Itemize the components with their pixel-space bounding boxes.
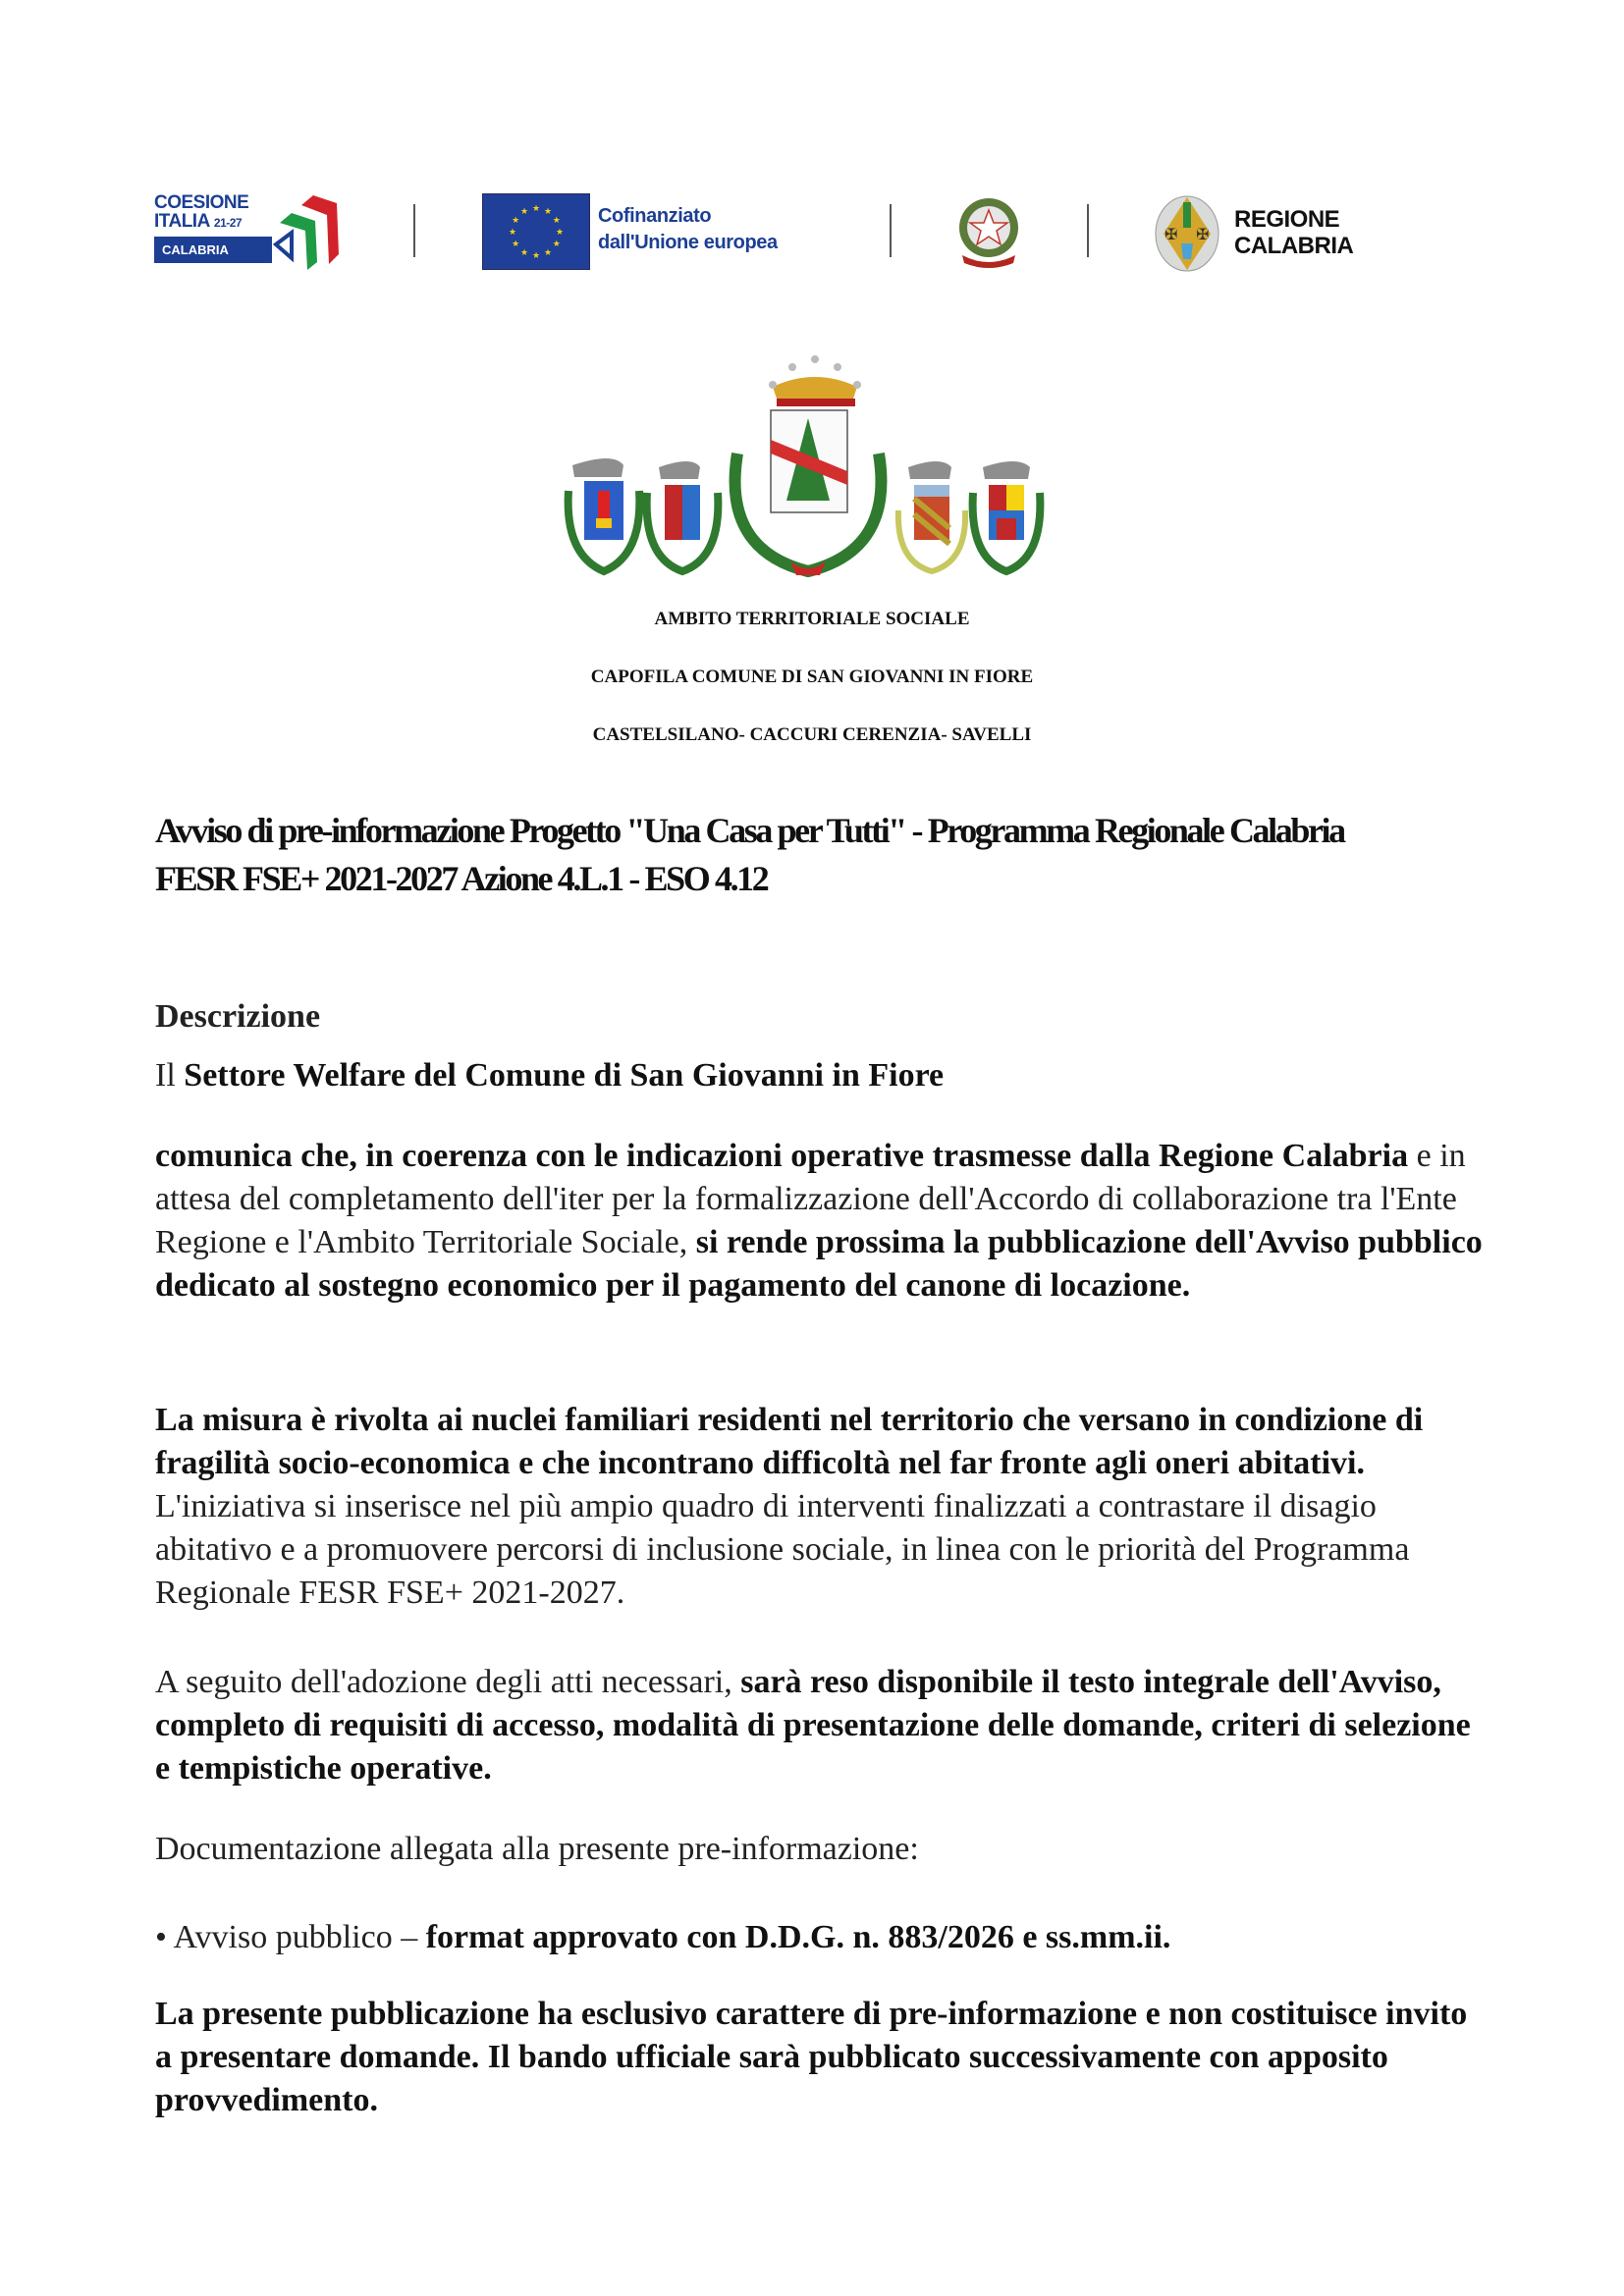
eu-star-icon: ★ [519, 247, 529, 258]
eu-flag-icon [482, 193, 590, 270]
ambito-line-3: CASTELSILANO- CACCURI CERENZIA- SAVELLI [592, 724, 1032, 745]
coesione-line2: ITALIA [154, 211, 210, 232]
eu-star-icon: ★ [519, 207, 529, 218]
coat-of-arms-castelsilano [568, 458, 640, 571]
eu-line1: Cofinanziato [598, 205, 712, 227]
municipal-coats-of-arms [545, 344, 1085, 579]
section-heading-descrizione: Descrizione [155, 998, 321, 1035]
regione-calabria-text [1234, 206, 1353, 259]
eu-cofunded-logo [482, 193, 836, 272]
coat-of-arms-caccuri [647, 461, 719, 571]
eu-line2: dall'Unione europea [598, 232, 778, 253]
italian-republic-emblem-icon [954, 194, 1023, 269]
disclaimer-text: La presente pubblicazione ha esclusivo carattere di pre-informazione e non costituisce invito a presentare domande. Il bando ufficiale sarà pubblicato successivamente con apposito provvedimento. [155, 1996, 1468, 2118]
regione-calabria-logo [1154, 194, 1380, 277]
bullet-icon: • [155, 1919, 167, 1955]
eu-star-icon: ★ [512, 216, 520, 226]
title-line-2: FESR FSE+ 2021-2027 Azione 4.L.1 - ESO 4.12 [155, 859, 768, 898]
eu-star-icon: ★ [552, 240, 561, 249]
p3-text-1: A seguito dell'adozione degli atti necessari, [155, 1664, 741, 1700]
title-line-1: Avviso di pre-informazione Progetto "Una Casa per Tutti" - Programma Regionale Calabria [155, 811, 1344, 850]
paragraph-availability [155, 1661, 1490, 1790]
coesione-band: CALABRIA [154, 237, 272, 263]
coesione-line1: COESIONE [154, 192, 249, 213]
paragraph-disclaimer [155, 1993, 1490, 2122]
p2-text-1: L'iniziativa si inserisce nel più ampio quadro di interventi finalizzati a contrastare il disagio abitativo e a promuovere percorsi di inclusione sociale, in linea con le priorità del Programma Regionale FESR FSE+ 2021-2027. [155, 1488, 1410, 1611]
coesione-years: 21-27 [213, 216, 243, 230]
p1-bold-2: si rende prossima la pubblicazione dell'Avviso pubblico dedicato al sostegno economico per il pagamento del canone di locazione. [155, 1224, 1483, 1304]
notice-title [155, 807, 1490, 903]
p3-bold-1: sarà reso disponibile il testo integrale dell'Avviso, completo di requisiti di accesso, modalità di presentazione delle domande, criteri di selezione e tempistiche operative. [155, 1664, 1471, 1787]
coesione-logo-text [154, 193, 248, 233]
p1-text-1: e in attesa del completamento dell'iter per la formalizzazione dell'Accordo di collaborazione tra l'Ente Regione e l'Ambito Territoriale Sociale, [155, 1138, 1466, 1260]
coat-of-arms-cerenzia [898, 461, 965, 571]
eu-star-icon: ★ [531, 251, 541, 261]
ambito-line-2: CAPOFILA COMUNE DI SAN GIOVANNI IN FIORE [590, 667, 1034, 687]
regione-line1: REGIONE [1234, 206, 1340, 233]
coat-of-arms-san-giovanni-in-fiore [735, 355, 882, 575]
intro-settore: Settore Welfare del Comune di San Giovanni in Fiore [184, 1057, 945, 1094]
eu-star-icon: ★ [543, 207, 553, 218]
regione-line2: CALABRIA [1234, 233, 1354, 259]
calabria-shield-icon [1154, 194, 1220, 273]
eu-star-icon: ★ [543, 247, 553, 258]
eu-star-icon: ★ [555, 228, 565, 238]
eu-star-icon: ★ [552, 216, 561, 226]
header-separator [413, 204, 415, 257]
p1-bold-1: comunica che, in coerenza con le indicazioni operative trasmesse dalla Regione Calabria [155, 1138, 1409, 1174]
coesione-italia-logo [154, 191, 351, 270]
svg-text:✠: ✠ [1164, 225, 1178, 243]
paragraph-communication [155, 1135, 1490, 1308]
eu-logo-text [598, 203, 778, 256]
intro-line [155, 1054, 1490, 1097]
eu-star-icon: ★ [508, 228, 517, 238]
eu-star-icon: ★ [512, 240, 520, 249]
paragraph-measure [155, 1399, 1490, 1615]
eu-star-icon: ★ [531, 204, 541, 214]
header-separator [890, 204, 892, 257]
italy-arrow-icon [256, 193, 351, 272]
header-separator [1087, 204, 1089, 257]
intro-pre: Il [155, 1057, 185, 1094]
svg-text:✠: ✠ [1196, 225, 1210, 243]
attachment-ddg-reference: format approvato con D.D.G. n. 883/2026 e ss.mm.ii. [425, 1919, 1171, 1955]
coat-of-arms-savelli [973, 461, 1041, 571]
p2-bold-1: La misura è rivolta ai nuclei familiari residenti nel territorio che versano in condizione di fragilità socio-economica e che incontrano difficoltà nel far fronte agli oneri abitativi. [155, 1402, 1424, 1481]
ambito-line-1: AMBITO TERRITORIALE SOCIALE [654, 609, 970, 629]
paragraph-documentation: Documentazione allegata alla presente pre-informazione: [155, 1831, 919, 1867]
attachment-list-item [155, 1916, 1490, 1959]
attachment-label: Avviso pubblico – [166, 1919, 426, 1955]
